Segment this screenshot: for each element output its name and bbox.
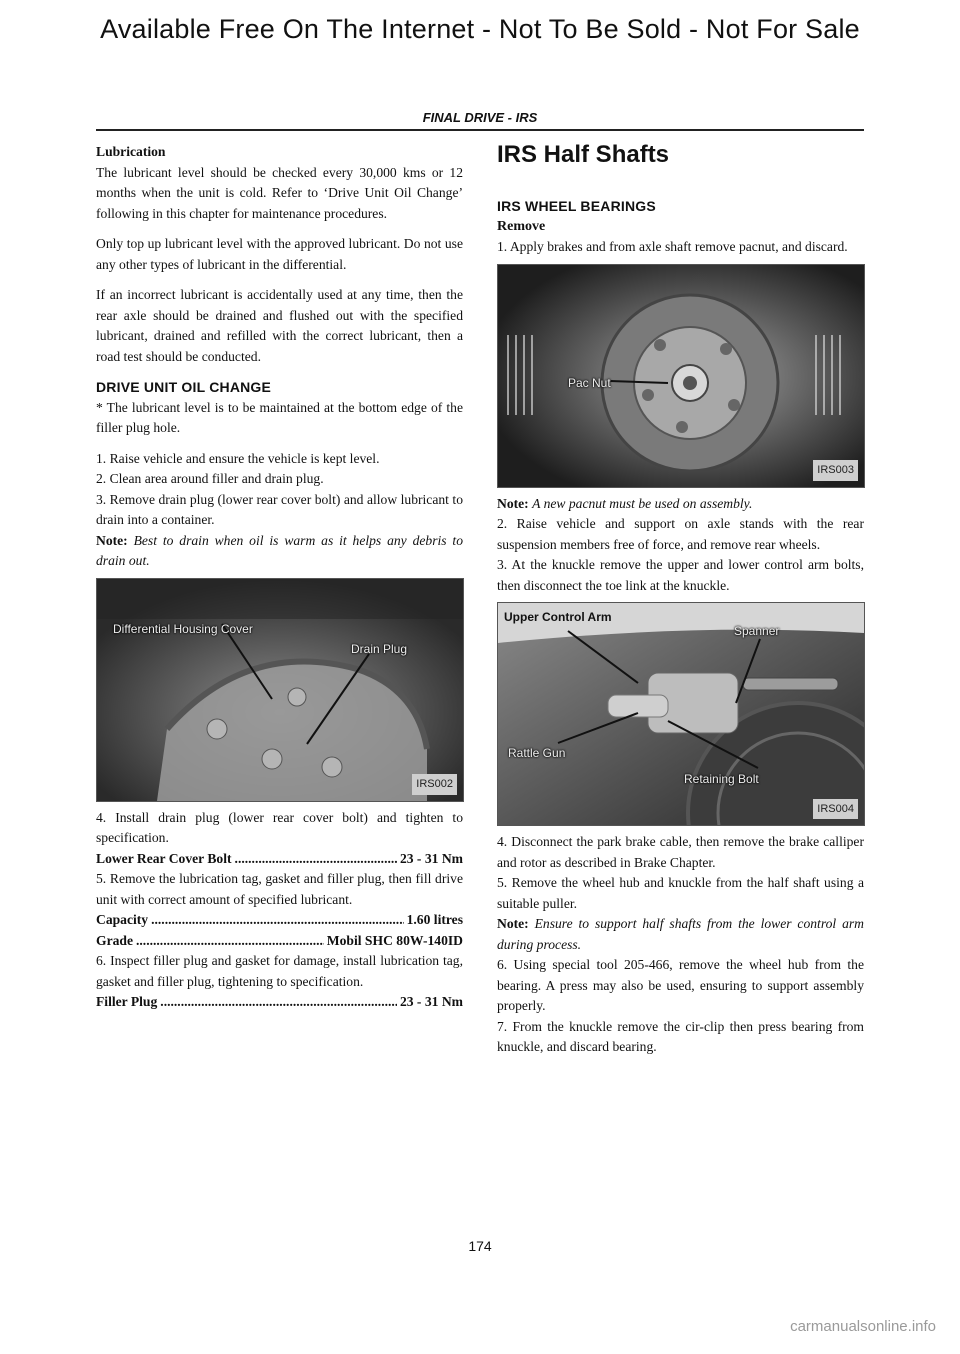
step-2: 2. Clean area around filler and drain plug. xyxy=(96,471,324,486)
note-2-text: Ensure to support half shafts from the lower control arm during process. xyxy=(497,916,864,952)
right-step-4: 4. Disconnect the park brake cable, then remove the brake calliper and rotor as described in Brake Chapter. xyxy=(497,834,864,870)
main-title: IRS Half Shafts xyxy=(497,141,670,168)
photo-code-irs004: IRS004 xyxy=(813,799,858,820)
label-housing-cover: Differential Housing Cover xyxy=(113,621,253,636)
page-number: 174 xyxy=(468,1238,492,1254)
right-step-6: 6. Using special tool 205-466, remove the wheel hub from the bearing. A press may also be used, ensuring to support assembly properly. xyxy=(497,957,864,1013)
spec-filler-plug xyxy=(96,992,463,1013)
spec-value: 23 - 31 Nm xyxy=(399,850,463,866)
spec-leader xyxy=(235,849,397,870)
note-label: Note: xyxy=(96,532,128,548)
step-5: 5. Remove the lubrication tag, gasket and filler plug, then fill drive unit with correct amount of specified lubricant. xyxy=(96,871,463,907)
photo-pacnut xyxy=(497,264,865,488)
remove-title: Remove xyxy=(497,218,546,234)
note-2-label: Note: xyxy=(497,916,529,931)
label-drain-plug: Drain Plug xyxy=(351,641,408,656)
photo-pacnut-image xyxy=(498,265,864,487)
spec-leader xyxy=(151,910,404,931)
lubrication-paragraph-3: If an incorrect lubricant is accidentally used at any time, then the rear axle should be drained and flushed out with the specified lubricant, drained and refilled with the correct lubricant, then a road test should be conducted. xyxy=(96,287,463,364)
spec-leader xyxy=(160,992,397,1013)
star-note: * The lubricant level is to be maintained at the bottom edge of the filler plug hole. xyxy=(96,399,463,435)
section-title-wheel-bearings: IRS WHEEL BEARINGS xyxy=(497,198,656,214)
right-step-5: 5. Remove the wheel hub and knuckle from the half shaft using a suitable puller. xyxy=(497,875,864,911)
label-spanner: Spanner xyxy=(734,624,780,638)
right-step-1: 1. Apply brakes and from axle shaft remove pacnut, and discard. xyxy=(497,239,848,254)
note-1 xyxy=(497,494,864,515)
right-step-3: 3. At the knuckle remove the upper and lower control arm bolts, then disconnect the toe link at the knuckle. xyxy=(497,557,864,593)
running-head: FINAL DRIVE - IRS xyxy=(422,110,538,125)
header-rule xyxy=(96,129,864,131)
spec-label: Lower Rear Cover Bolt xyxy=(96,850,232,866)
spec-label: Capacity xyxy=(96,912,149,927)
spec-grade xyxy=(96,931,463,952)
section-title-oil-change: DRIVE UNIT OIL CHANGE xyxy=(96,379,272,395)
step-1: 1. Raise vehicle and ensure the vehicle is kept level. xyxy=(96,450,380,466)
spec-label: Grade xyxy=(96,932,133,948)
watermark: carmanualsonline.info xyxy=(790,1318,936,1335)
right-column xyxy=(497,142,864,1058)
photo-code-irs003: IRS003 xyxy=(813,460,858,481)
photo-differential-image xyxy=(97,579,463,801)
spec-value: 1.60 litres xyxy=(406,912,463,927)
photo-control-arm-image xyxy=(498,603,864,825)
spec-lower-rear-cover-bolt xyxy=(96,849,463,870)
lubrication-title: Lubrication xyxy=(96,144,166,159)
spec-value: 23 - 31 Nm xyxy=(399,994,463,1009)
label-upper-control-arm: Upper Control Arm xyxy=(504,610,612,624)
photo-control-arm xyxy=(497,602,865,826)
label-pac-nut: Pac Nut xyxy=(568,375,611,390)
spec-value: Mobil SHC 80W-140ID xyxy=(326,932,463,948)
spec-capacity xyxy=(96,910,463,931)
lubrication-paragraph-1: The lubricant level should be checked every 30,000 kms or 12 months when the unit is cold. Refer to ‘Drive Unit Oil Change’ following in this chapter for maintenance procedures. xyxy=(96,164,463,221)
note xyxy=(96,531,463,572)
right-step-7: 7. From the knuckle remove the cir-clip then press bearing from knuckle, and discard bearing. xyxy=(497,1018,864,1054)
label-rattle-gun: Rattle Gun xyxy=(508,746,566,760)
step-6: 6. Inspect filler plug and gasket for damage, install lubrication tag, gasket and filler plug, tightening to specification. xyxy=(96,953,463,989)
step-3: 3. Remove drain plug (lower rear cover bolt) and allow lubricant to drain into a container. xyxy=(96,491,463,527)
label-retaining-bolt: Retaining Bolt xyxy=(684,772,759,786)
photo-code-irs002: IRS002 xyxy=(412,774,457,795)
spec-label: Filler Plug xyxy=(96,994,158,1009)
banner: Available Free On The Internet - Not To Be Sold - Not For Sale xyxy=(100,14,860,44)
note-1-text: A new pacnut must be used on assembly. xyxy=(532,495,753,511)
spec-leader xyxy=(136,931,324,952)
lubrication-paragraph-2: Only top up lubricant level with the approved lubricant. Do not use any other types of lubricant in the differential. xyxy=(96,236,463,272)
right-step-2: 2. Raise vehicle and support on axle stands with the rear suspension members free of force, and remove rear wheels. xyxy=(497,516,864,552)
note-2 xyxy=(497,914,864,955)
left-column xyxy=(96,142,463,1013)
step-4: 4. Install drain plug (lower rear cover bolt) and tighten to specification. xyxy=(96,809,463,845)
photo-differential xyxy=(96,578,464,802)
note-text: Best to drain when oil is warm as it helps any debris to drain out. xyxy=(96,532,463,568)
note-1-label: Note: xyxy=(497,495,529,511)
